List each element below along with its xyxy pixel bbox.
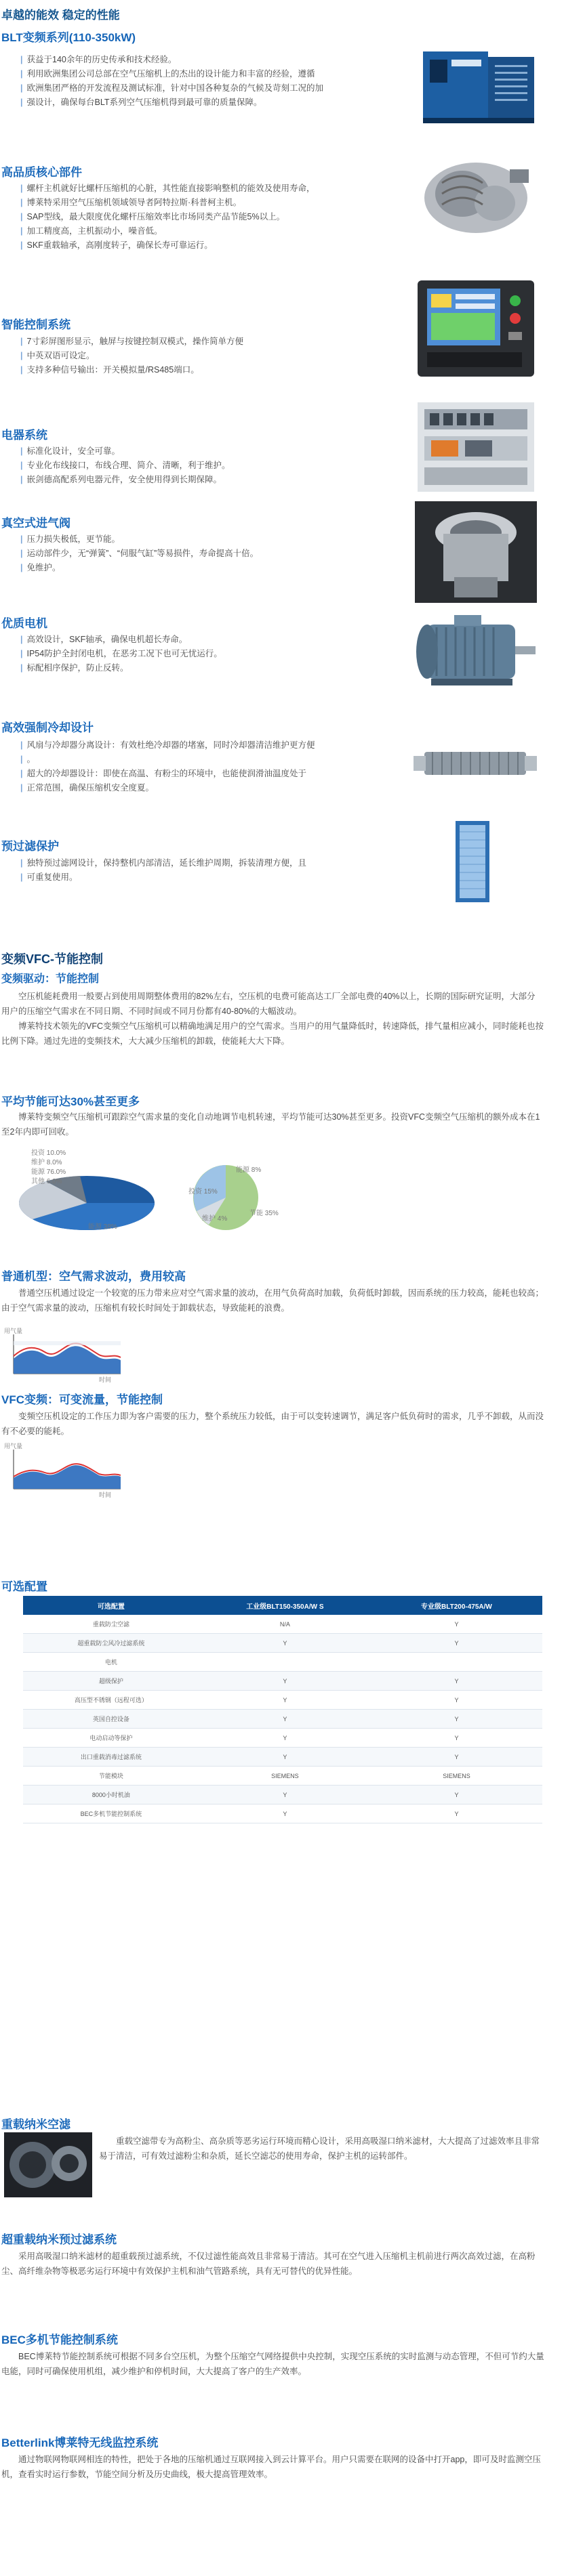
- smart-text: | 7寸彩屏图形显示，触屏与按键控制双模式，操作简单方便 | 中英双语可设定。 | 支持多种信号输出：开关模拟量/RS485端口。: [20, 335, 243, 377]
- intake-valve-image: [415, 501, 537, 603]
- prefilter-image: [451, 818, 494, 905]
- motor-text: | 高效设计，SKF轴承，确保电机超长寿命。 | IP54防护全封闭电机，在恶劣工况下也可无忧运行。 | 标配相序保护，防止反转。: [20, 633, 222, 675]
- nano-filter-image: [4, 2132, 92, 2197]
- table-row: 节能模块 SIEMENS SIEMENS: [23, 1767, 542, 1786]
- electric-title: 电器系统: [1, 429, 47, 442]
- cooler-image: [411, 732, 540, 793]
- table-row: 英国自控设备 Y Y: [23, 1710, 542, 1729]
- table-header-row: [23, 1596, 542, 1615]
- table-row: 电动启动等保护 Y Y: [23, 1729, 542, 1748]
- normal-demand-chart: [4, 1329, 126, 1383]
- vfc-title: 变频VFC-节能控制: [1, 952, 103, 966]
- pie-label: 投资 15%: [188, 1188, 218, 1196]
- motor-title: 优质电机: [1, 617, 47, 630]
- cooling-title: 高效强制冷却设计: [1, 721, 94, 734]
- filter-title: 预过滤保护: [1, 840, 59, 853]
- pressure-band: [14, 1341, 121, 1345]
- vfc-drive-title: 变频驱动：节能控制: [1, 973, 100, 985]
- filter-text: | 独特预过滤网设计，保持整机内部清洁，延长维护周期，拆装清理方便，且 | 可重复使用。: [20, 856, 306, 885]
- blt-title: BLT变频系列(110-350kW): [1, 31, 136, 44]
- valve-text: | 压力损失极低，更节能。 | 运动部件少，无“弹簧”、“伺服气缸”等易损件，寿命提高十倍。 | 免维护。: [20, 532, 258, 575]
- table-row: 电机: [23, 1653, 542, 1672]
- table-header: 工业级BLT150-350A/W S: [199, 1596, 371, 1615]
- table-row: 8000小时机油 Y Y: [23, 1786, 542, 1804]
- blt-text: | 获益于140余年的历史传承和技术经验。 | 利用欧洲集团公司总部在空气压缩机上的杰出的设计能力和丰富的经验，遵循 | 欧洲集团严格的开发流程及测试标准，针对中国各种复杂的气候及苛刻工况的加 | 强设计，确保每台BLT系列空气压缩机得到最可靠的质量保障。: [20, 53, 323, 110]
- electric-text: | 标准化设计，安全可靠。 | 专业化布线接口，布线合理、简介、清晰，利于维护。 | 嵌剑德高配系列电器元件，安全使用得到长期保障。: [20, 444, 230, 487]
- valve-title: 真空式进气阀: [1, 517, 70, 530]
- table-row: BEC多机节能控制系统 Y Y: [23, 1804, 542, 1823]
- table-row: 高压型不锈钢（远程可选） Y Y: [23, 1691, 542, 1710]
- bec-title: BEC多机节能控制系统: [1, 2334, 118, 2346]
- table-header: 可选配置: [23, 1596, 199, 1615]
- vfc-chart-title: VFC变频：可变流量，节能控制: [1, 1393, 163, 1406]
- chart-x-label: 时间: [99, 1492, 112, 1498]
- chart-x-label: 时间: [99, 1376, 112, 1383]
- smart-title: 智能控制系统: [1, 318, 70, 331]
- page-title: 卓越的能效 稳定的性能: [1, 9, 120, 22]
- core-title: 高品质核心部件: [1, 166, 82, 179]
- demand-area: [14, 1346, 121, 1374]
- table-row: 出口重载消毒过滤系统 Y Y: [23, 1748, 542, 1767]
- config-table-wrap: [23, 1596, 542, 1823]
- vfc-text: 空压机能耗费用一般要占到使用周期整体费用的82%左右，空压机的电费可能高达工厂全部电费的40%以上，长期的国际研究证明，大部分用户的压缩空气需求在不同日期、不同时间或不同月份都有40-80%的大幅波动。 博莱特技术领先的VFC变频空气压缩机可以精确地满足用户的空气需求。当用户的用气量降低时，转速降低，排气量相应减小，同时能耗也按比例下降。通过先进的变频技术，大大减少压缩机的卸载，使能耗大大下降。: [1, 992, 544, 1046]
- cooling-text: | 风扇与冷却器分离设计：有效杜绝冷却器的堵塞，同时冷却器清洁维护更方便 | 。 | 超大的冷却器设计：即使在高温、有粉尘的环境中，也能使润滑油温度处于 | 正常范围，确保压缩机安全度夏。: [20, 738, 315, 795]
- normal-title: 普通机型：空气需求波动，费用较高: [1, 1270, 186, 1283]
- config-title: 可选配置: [1, 1580, 47, 1593]
- core-text: | 螺杆主机就好比螺杆压缩机的心脏，其性能直接影响整机的能效及使用寿命， | 博莱特采用空气压缩机领域领导者阿特拉斯·科普柯主机。 | SAP型线，最大限度优化螺杆压缩效率比市场同类产品节能5%以上。 | 加工精度高，主机振动小，噪音低。 | SKF重载轴承，高刚度转子，确保长寿可靠运行。: [20, 182, 315, 253]
- table-row: 重载防尘空滤 N/A Y: [23, 1615, 542, 1634]
- bet-title: Betterlink博莱特无线监控系统: [1, 2436, 159, 2449]
- nano-text: 重载空滤带专为高粉尘、高杂质等恶劣运行环境而精心设计，采用高吸湿口纳米滤材，大大提高了过滤效率且非常易于清洁，可有效过滤粉尘和杂质，延长空滤芯的使用寿命，保护主机的运转部件。: [99, 2136, 540, 2161]
- pie-legend: 投资 10.0% 维护 8.0% 能源 76.0% 其他 6.0%: [31, 1149, 66, 1185]
- saving-text: 博莱特变频空气压缩机可跟踪空气需求量的变化自动地调节电机转速，平均节能可达30%甚至更多。投资VFC变频空气压缩机的额外成本在1至2年内即可回收。: [1, 1112, 540, 1137]
- normal-text: 普通空压机通过设定一个较宽的压力带来应对空气需求量的波动，在用气负荷高时加载，负荷低时卸载，因而系统的压力较高，能耗也较高；由于空气需求量的波动，压缩机有较长时间处于卸载状态，导致能耗的浪费。: [1, 1288, 544, 1313]
- screw-rotor-image: [415, 142, 537, 242]
- saving-title: 平均节能可达30%甚至更多: [1, 1095, 140, 1108]
- pie-label: 能源 8%: [236, 1166, 262, 1174]
- bec-text: BEC博莱特节能控制系统可根据不同多台空压机，为整个压缩空气网络提供中央控制，实现空压系统的实时监测与动态管理，不但可节约大量电能，同时可确保使用机组，减少维护和停机时间，大大提高了客户的生产效率。: [1, 2352, 544, 2376]
- motor-image: [407, 611, 540, 692]
- electric-cabinet-image: [415, 400, 537, 494]
- bet-text: 通过物联网物联网相连的特性，把处于各地的压缩机通过互联网接入到云计算平台。用户只需要在联网的设备中打开app，即可及时监测空压机，查看实时运行参数，节能空间分析及历史曲线，极大提高管理效率。: [1, 2455, 541, 2479]
- table-header: 专业级BLT200-475A/W: [371, 1596, 542, 1615]
- nano-title: 重载纳米空滤: [1, 2118, 70, 2131]
- vfc-demand-chart: [4, 1444, 126, 1498]
- pie-label: 维护 4%: [202, 1215, 228, 1223]
- table-row: 超级保护 Y Y: [23, 1672, 542, 1691]
- supernano-title: 超重载纳米预过滤系统: [1, 2233, 117, 2246]
- config-table: [23, 1596, 542, 1823]
- pie-label: 节能 35%: [249, 1210, 279, 1217]
- compressor-image: [419, 45, 538, 129]
- chart-y-label: 用气量: [4, 1328, 23, 1334]
- table-row: 超重载防尘风冷过滤系统 Y Y: [23, 1634, 542, 1653]
- demand-area: [14, 1465, 121, 1489]
- control-panel-image: [415, 278, 537, 379]
- pie-label: 能源 38%: [88, 1223, 117, 1231]
- supernano-text: 采用高吸湿口纳米滤材的超重载预过滤系统，不仅过滤性能高效且非常易于清洁。其可在空气进入压缩机主机前进行两次高效过滤，在高粉尘、高纤维杂物等极恶劣运行环境中有效保护主机和油气管路系统，具有无可替代的优异性能。: [1, 2252, 536, 2276]
- vfc-chart-text: 变频空压机设定的工作压力即为客户需要的压力，整个系统压力较低，由于可以变转速调节，满足客户低负荷时的需求，几乎不卸载，从而没有不必要的能耗。: [1, 1412, 544, 1436]
- chart-y-label: 用气量: [4, 1443, 23, 1450]
- saving-pie-chart: [5, 1145, 297, 1246]
